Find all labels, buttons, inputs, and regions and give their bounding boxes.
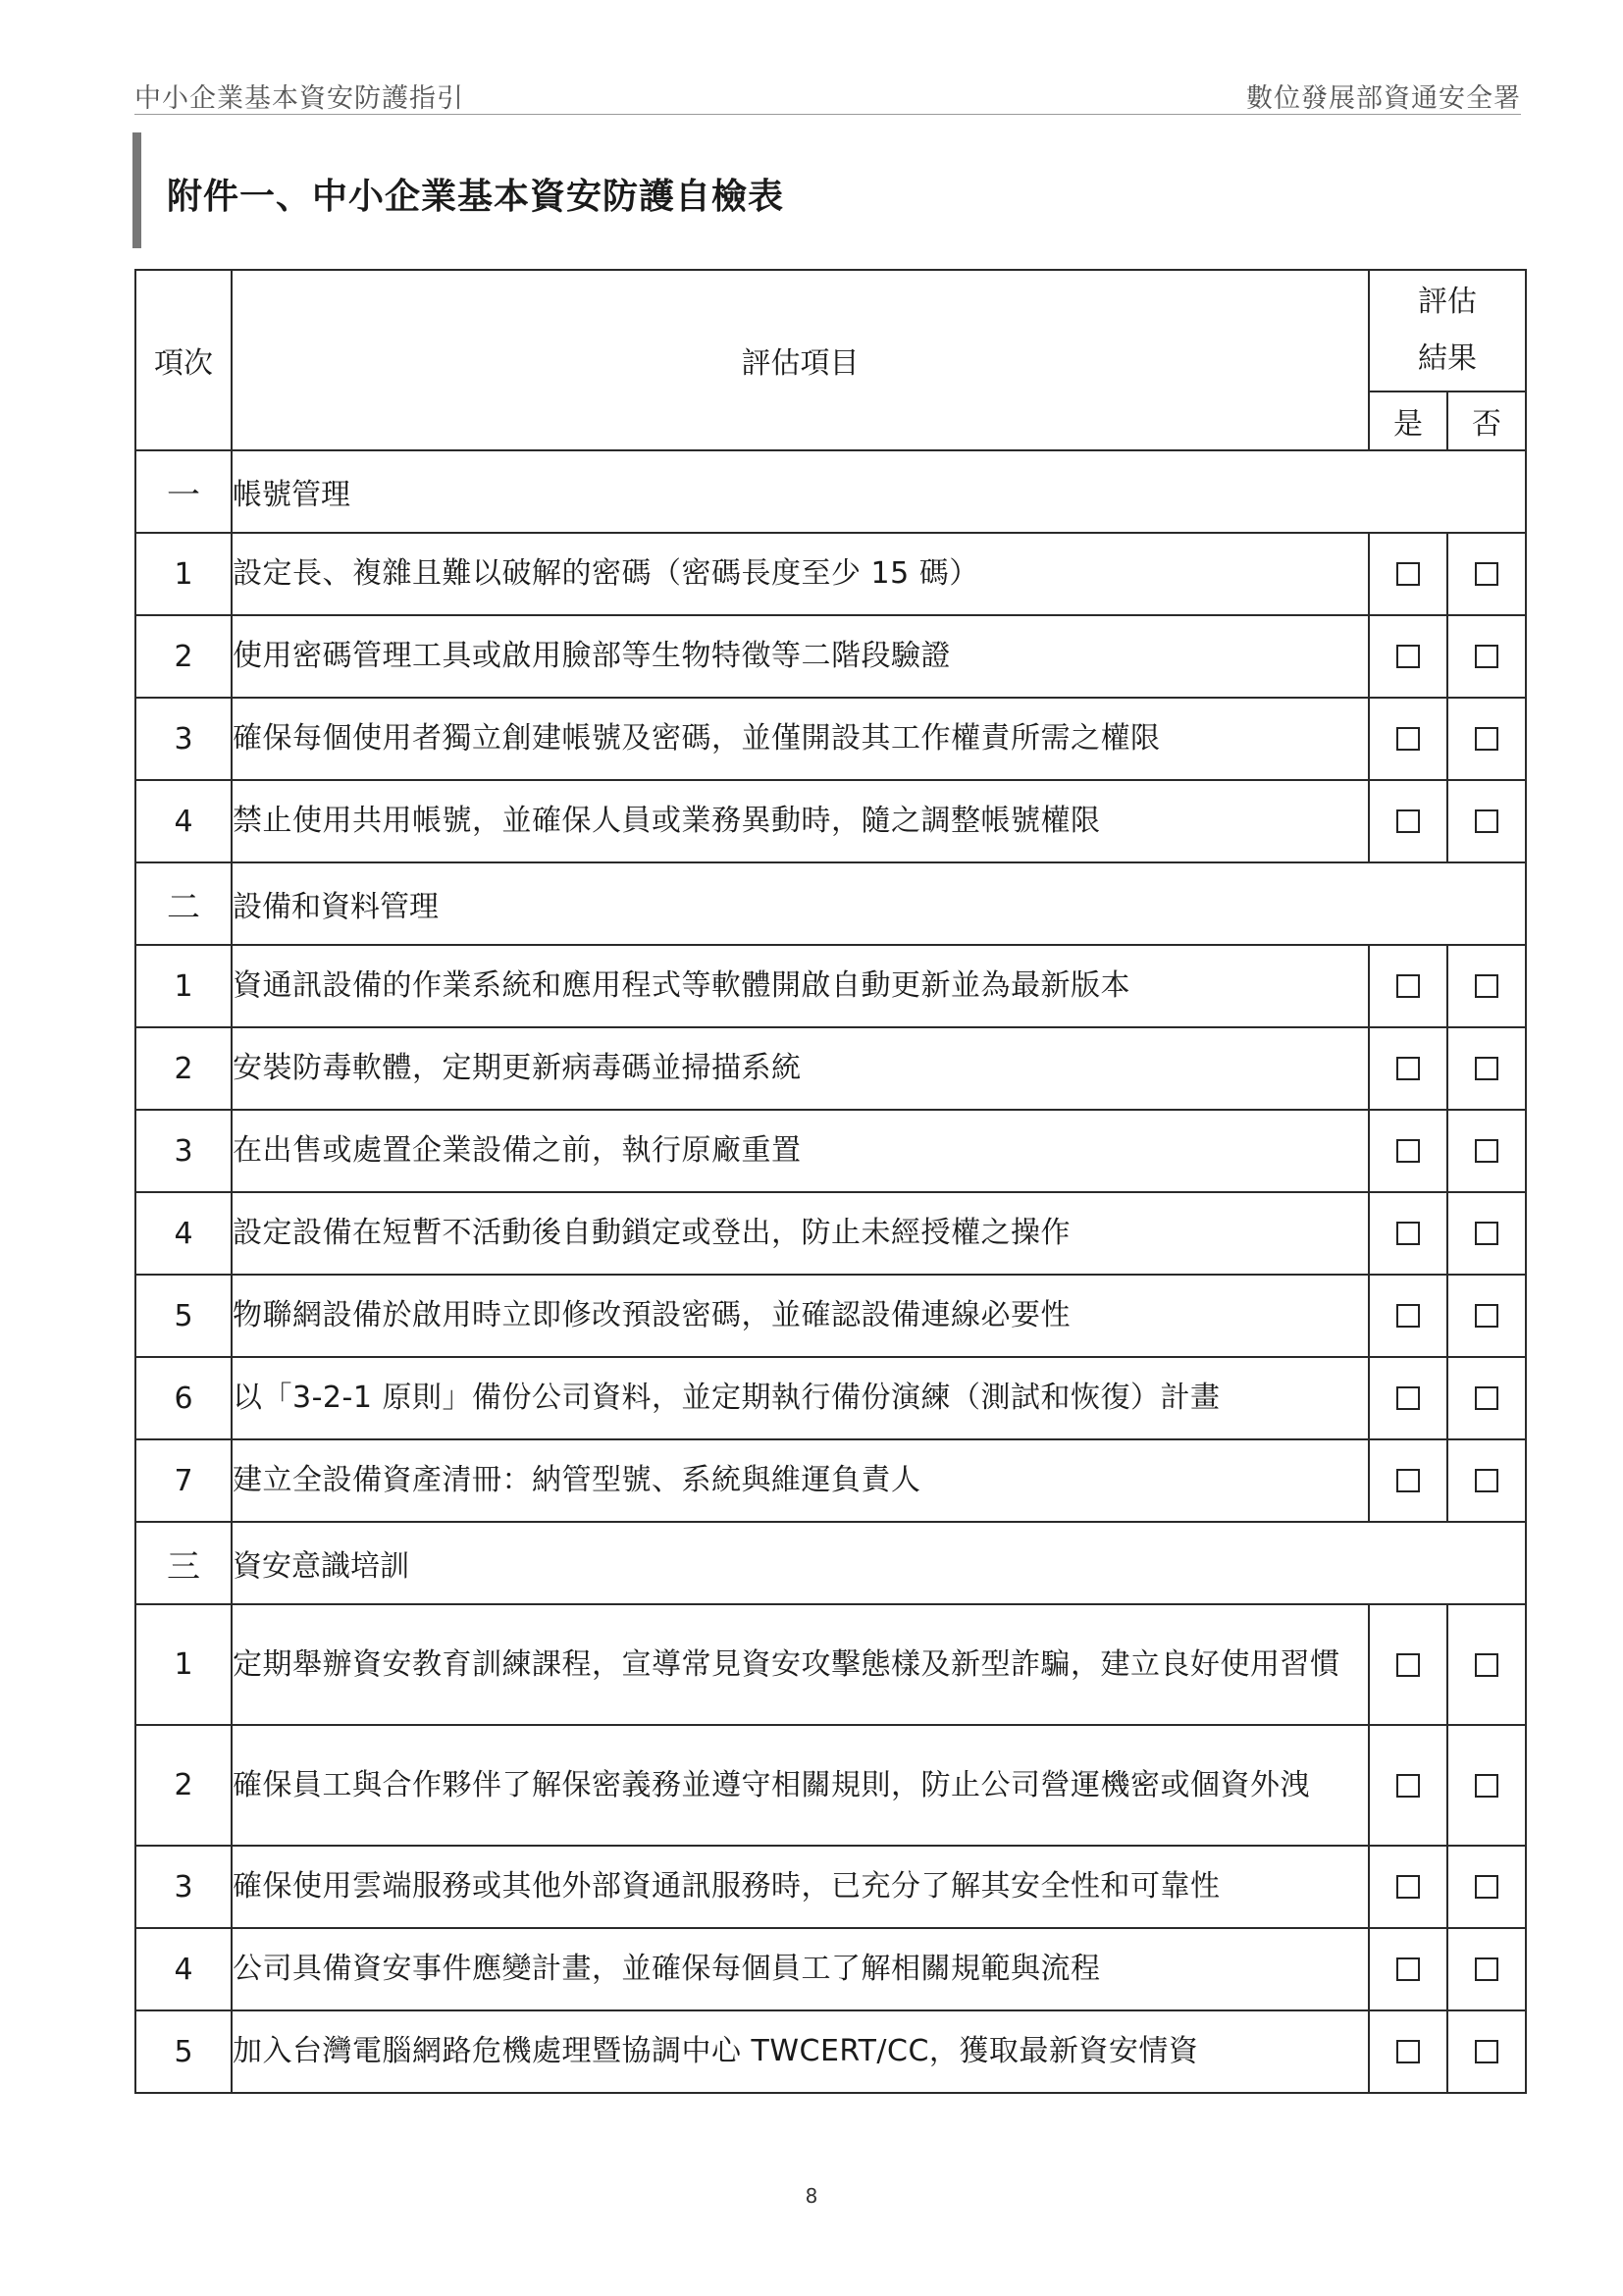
yes-checkbox[interactable] (1396, 1875, 1420, 1899)
yes-cell (1369, 1357, 1447, 1439)
yes-cell (1369, 1439, 1447, 1522)
item-number: 5 (135, 2010, 232, 2093)
yes-checkbox[interactable] (1396, 1469, 1420, 1492)
section-title: 帳號管理 (232, 450, 1526, 533)
no-cell (1447, 1928, 1526, 2010)
no-checkbox[interactable] (1475, 1386, 1498, 1410)
checklist-item-row (135, 945, 1526, 1027)
item-description: 資通訊設備的作業系統和應用程式等軟體開啟自動更新並為最新版本 (232, 945, 1369, 1027)
item-number: 5 (135, 1275, 232, 1357)
section-title: 設備和資料管理 (232, 862, 1526, 945)
item-description: 以「3-2-1 原則」備份公司資料，並定期執行備份演練（測試和恢復）計畫 (232, 1357, 1369, 1439)
no-cell (1447, 1357, 1526, 1439)
no-checkbox[interactable] (1475, 645, 1498, 668)
no-checkbox[interactable] (1475, 974, 1498, 998)
no-checkbox[interactable] (1475, 809, 1498, 833)
item-description: 使用密碼管理工具或啟用臉部等生物特徵等二階段驗證 (232, 615, 1369, 698)
yes-checkbox[interactable] (1396, 1386, 1420, 1410)
yes-checkbox[interactable] (1396, 1957, 1420, 1981)
section-number: 二 (135, 862, 232, 945)
checklist-item-row (135, 698, 1526, 780)
no-checkbox[interactable] (1475, 1057, 1498, 1080)
no-checkbox[interactable] (1475, 1139, 1498, 1163)
yes-cell (1369, 1192, 1447, 1275)
column-header-assessment-item: 評估項目 (232, 270, 1369, 450)
no-checkbox[interactable] (1475, 1304, 1498, 1328)
item-description: 確保員工與合作夥伴了解保密義務並遵守相關規則，防止公司營運機密或個資外洩 (232, 1725, 1369, 1846)
item-description: 確保每個使用者獨立創建帳號及密碼，並僅開設其工作權責所需之權限 (232, 698, 1369, 780)
no-checkbox[interactable] (1475, 1469, 1498, 1492)
no-cell (1447, 1439, 1526, 1522)
yes-checkbox[interactable] (1396, 809, 1420, 833)
checklist-item-row (135, 615, 1526, 698)
no-cell (1447, 615, 1526, 698)
yes-checkbox[interactable] (1396, 727, 1420, 751)
title-accent-bar (132, 132, 141, 248)
no-checkbox[interactable] (1475, 1774, 1498, 1798)
checklist-item-row (135, 1275, 1526, 1357)
yes-checkbox[interactable] (1396, 562, 1420, 586)
item-description: 加入台灣電腦網路危機處理暨協調中心 TWCERT/CC，獲取最新資安情資 (232, 2010, 1369, 2093)
no-checkbox[interactable] (1475, 1222, 1498, 1245)
item-description: 建立全設備資產清冊：納管型號、系統與維運負責人 (232, 1439, 1369, 1522)
no-cell (1447, 698, 1526, 780)
page-number: 8 (805, 2184, 818, 2208)
section-title: 資安意識培訓 (232, 1522, 1526, 1604)
no-cell (1447, 780, 1526, 862)
item-number: 4 (135, 1928, 232, 2010)
yes-cell (1369, 1725, 1447, 1846)
item-number: 3 (135, 1110, 232, 1192)
yes-cell (1369, 615, 1447, 698)
yes-checkbox[interactable] (1396, 1139, 1420, 1163)
no-checkbox[interactable] (1475, 727, 1498, 751)
checklist-item-row (135, 533, 1526, 615)
yes-checkbox[interactable] (1396, 1057, 1420, 1080)
yes-cell (1369, 533, 1447, 615)
eval-header-line2: 結果 (1418, 341, 1477, 376)
yes-cell (1369, 698, 1447, 780)
header-agency-name: 數位發展部資通安全署 (1246, 83, 1521, 114)
item-description: 定期舉辦資安教育訓練課程，宣導常見資安攻擊態樣及新型詐騙，建立良好使用習慣 (232, 1604, 1369, 1725)
column-header-no: 否 (1447, 391, 1526, 450)
checklist-item-row (135, 1027, 1526, 1110)
item-description: 在出售或處置企業設備之前，執行原廠重置 (232, 1110, 1369, 1192)
checklist-item-row (135, 1192, 1526, 1275)
no-cell (1447, 1192, 1526, 1275)
item-description: 確保使用雲端服務或其他外部資通訊服務時，已充分了解其安全性和可靠性 (232, 1846, 1369, 1928)
checklist-item-row (135, 1604, 1526, 1725)
checklist-item-row (135, 1439, 1526, 1522)
item-number: 2 (135, 1725, 232, 1846)
yes-checkbox[interactable] (1396, 1774, 1420, 1798)
item-number: 2 (135, 1027, 232, 1110)
no-cell (1447, 533, 1526, 615)
yes-cell (1369, 1604, 1447, 1725)
no-checkbox[interactable] (1475, 562, 1498, 586)
yes-checkbox[interactable] (1396, 1304, 1420, 1328)
section-number: 一 (135, 450, 232, 533)
item-number: 1 (135, 945, 232, 1027)
yes-cell (1369, 1846, 1447, 1928)
checklist-item-row (135, 1725, 1526, 1846)
yes-checkbox[interactable] (1396, 974, 1420, 998)
item-number: 2 (135, 615, 232, 698)
item-description: 物聯網設備於啟用時立即修改預設密碼，並確認設備連線必要性 (232, 1275, 1369, 1357)
yes-checkbox[interactable] (1396, 645, 1420, 668)
item-number: 6 (135, 1357, 232, 1439)
item-description: 設定長、複雜且難以破解的密碼（密碼長度至少 15 碼） (232, 533, 1369, 615)
header-document-title: 中小企業基本資安防護指引 (134, 83, 464, 114)
column-header-yes: 是 (1369, 391, 1447, 450)
no-checkbox[interactable] (1475, 1875, 1498, 1899)
no-checkbox[interactable] (1475, 1653, 1498, 1677)
checklist-item-row (135, 1846, 1526, 1928)
yes-checkbox[interactable] (1396, 1222, 1420, 1245)
yes-checkbox[interactable] (1396, 2040, 1420, 2063)
yes-cell (1369, 1110, 1447, 1192)
no-cell (1447, 1275, 1526, 1357)
self-check-table (134, 269, 1527, 2094)
header-divider (134, 114, 1521, 115)
checklist-item-row (135, 1110, 1526, 1192)
yes-cell (1369, 1027, 1447, 1110)
checklist-item-row (135, 1928, 1526, 2010)
no-cell (1447, 1725, 1526, 1846)
yes-cell (1369, 2010, 1447, 2093)
no-checkbox[interactable] (1475, 1957, 1498, 1981)
section-row (135, 450, 1526, 533)
item-number: 1 (135, 533, 232, 615)
section-row (135, 1522, 1526, 1604)
no-cell (1447, 2010, 1526, 2093)
no-checkbox[interactable] (1475, 2040, 1498, 2063)
item-number: 7 (135, 1439, 232, 1522)
item-number: 4 (135, 1192, 232, 1275)
section-row (135, 862, 1526, 945)
no-cell (1447, 1604, 1526, 1725)
checklist-body (135, 450, 1526, 2093)
item-number: 1 (135, 1604, 232, 1725)
section-number: 三 (135, 1522, 232, 1604)
yes-cell (1369, 945, 1447, 1027)
no-cell (1447, 945, 1526, 1027)
yes-checkbox[interactable] (1396, 1653, 1420, 1677)
no-cell (1447, 1846, 1526, 1928)
column-header-assessment-result (1369, 270, 1526, 391)
item-description: 公司具備資安事件應變計畫，並確保每個員工了解相關規範與流程 (232, 1928, 1369, 2010)
item-number: 3 (135, 1846, 232, 1928)
checklist-item-row (135, 1357, 1526, 1439)
item-number: 4 (135, 780, 232, 862)
yes-cell (1369, 1275, 1447, 1357)
checklist-item-row (135, 2010, 1526, 2093)
item-description: 禁止使用共用帳號，並確保人員或業務異動時，隨之調整帳號權限 (232, 780, 1369, 862)
item-description: 設定設備在短暫不活動後自動鎖定或登出，防止未經授權之操作 (232, 1192, 1369, 1275)
page-title: 附件一、中小企業基本資安防護自檢表 (167, 177, 785, 217)
yes-cell (1369, 780, 1447, 862)
item-number: 3 (135, 698, 232, 780)
yes-cell (1369, 1928, 1447, 2010)
column-header-item-number: 項次 (135, 270, 232, 450)
no-cell (1447, 1027, 1526, 1110)
checklist-item-row (135, 780, 1526, 862)
item-description: 安裝防毒軟體，定期更新病毒碼並掃描系統 (232, 1027, 1369, 1110)
eval-header-line1: 評估 (1418, 285, 1477, 319)
no-cell (1447, 1110, 1526, 1192)
